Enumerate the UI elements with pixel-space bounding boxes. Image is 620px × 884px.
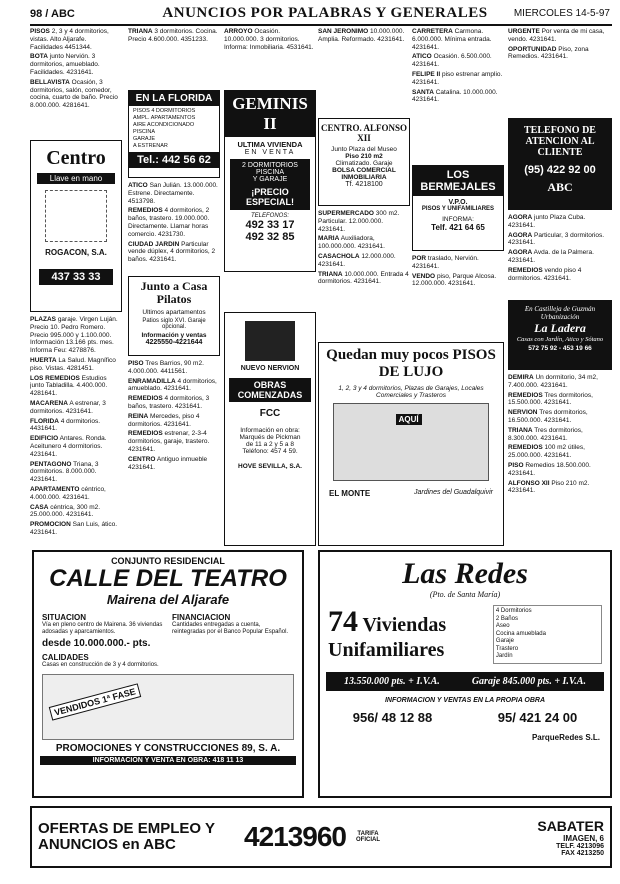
ad-promoter: HOVE SEVILLA, S.A. [238, 463, 302, 470]
ad-brand: ABC [547, 180, 573, 194]
classified-column-1 [30, 28, 120, 138]
ad-line: V.P.O. [448, 199, 468, 206]
ad-section-heading: FINANCIACION [172, 613, 231, 622]
classified-entry: PISO Tres Barrios, 90 m2. 4.000.000. 4411561. [128, 360, 204, 375]
ad-feature: Jardín [495, 653, 513, 659]
classified-entry: REINA Mercedes, piso 4 dormitorios. 4231641. [128, 412, 200, 428]
ad-line: INFORMA: [442, 216, 474, 223]
ad-phone: Teléfono: 457 4 59. [242, 448, 298, 455]
ad-phone: 4213960 [244, 821, 347, 852]
ad-tarifa: TARIFA OFICIAL [356, 831, 381, 843]
classified-entry: HUERTA La Salud. Magnífico piso. Vistas. 4281451. [30, 356, 116, 372]
classified-entry: FLORIDA 4 dormitorios. 4431641. [30, 417, 101, 433]
ad-section-text: Casas en construcción de 3 y 4 dormitorios. [42, 662, 159, 668]
classified-entry: REMEDIOS vendo piso 4 dormitorios. 4231641. [508, 266, 582, 282]
ad-phone: 4225550-4221644 [145, 339, 203, 346]
classified-entry: POR traslado, Nervión. 4231641. [412, 255, 479, 270]
ad-centro-alfonso [318, 118, 410, 206]
ad-kicker: CONJUNTO RESIDENCIAL [111, 556, 225, 566]
ad-sabater: SABATER [537, 817, 604, 834]
ad-feature: Cocina amueblada [495, 630, 546, 637]
classified-entry: URGENTE Por venta de mi casa, vendo. 4231641. [508, 28, 605, 43]
ad-telefono-abc [508, 118, 612, 210]
classified-entry: AGORA Particular, 3 dormitorios. 4231641. [508, 231, 605, 247]
ad-line: Marqués de Pickman [239, 434, 301, 441]
classified-entry: CASACHOLA 12.000.000. 4231641. [318, 252, 396, 268]
classified-column-6c [508, 374, 612, 546]
classified-entry: MARIA Auxiliadora, 100.000.000. 4231641. [318, 235, 385, 251]
ad-info: INFORMACION Y VENTA EN OBRA: 418 11 13 [40, 756, 296, 765]
ad-line: Climatizado. Garaje [335, 160, 393, 167]
classified-column-6 [508, 28, 612, 98]
ad-line: Y GARAJE [252, 176, 288, 183]
ad-subtitle: 1, 2, 3 y 4 dormitorios, Plazas de Garajes, Locales Comerciales y Trasteros [338, 385, 484, 399]
classified-entry: AGORA Avda. de la Palmera. 4231641. [508, 249, 594, 264]
map-label: AQUÍ [396, 414, 422, 425]
ad-title: GEMINIS II [225, 91, 315, 137]
classified-entry: CENTRO Antiguo inmueble 4231641. [128, 455, 208, 471]
ad-line: Ultimos apartamentos [142, 309, 206, 316]
ad-line: INMOBILIARIA [341, 174, 387, 181]
ad-count: 74 [328, 605, 358, 638]
ad-tel: TELF. 4213096 [556, 842, 604, 850]
ad-title: LOS BERMEJALES [413, 166, 503, 196]
classified-entry: PROMOCION San Luis, ático. 4231641. [30, 521, 118, 536]
ad-place: Jardines del Guadalquivir [414, 489, 493, 496]
house-illustration-image [42, 674, 294, 740]
classified-entry: OPORTUNIDAD Piso, zona Remedios. 4231641. [508, 45, 589, 61]
ad-phone: Tel.: 442 56 62 [129, 152, 219, 168]
nervion-logo-icon [245, 321, 295, 361]
ad-line: FCC [259, 408, 281, 419]
ad-line: EN VENTA [244, 149, 296, 156]
ad-line: de 11 a 2 y 5 a 8 [246, 441, 294, 448]
ad-feature: Garaje [495, 638, 514, 644]
classified-entry: CASA céntrica, 300 m2. 25.000.000. 4231641. [30, 503, 101, 519]
classified-entry: TRIANA 3 dormitorios. Cocina. Precio 4.600.000. 4351233. [128, 28, 218, 43]
ad-subtitle: (Pto. de Santa María) [429, 590, 501, 599]
classified-column-2 [128, 28, 218, 86]
ad-subtitle: Llave en mano [37, 173, 115, 184]
ad-phone: (95) 422 92 00 [524, 164, 596, 176]
page-ref: 98 / ABC [30, 8, 75, 20]
ad-name: La Ladera [534, 321, 586, 335]
classified-entry: PISO Remedios 18.500.000. 4231641. [508, 461, 591, 477]
ad-imagen: IMAGEN, 6 [563, 833, 604, 843]
ad-feature: PISCINA [133, 129, 156, 135]
ad-title: Quedan muy pocos PISOS DE LUJO [326, 347, 496, 380]
ad-line: Patios siglo XVI. Garaje opcional. [142, 318, 206, 330]
ad-title: TELEFONO DE ATENCION AL CLIENTE [524, 125, 596, 158]
classified-entry: REMEDIOS Tres dormitorios, 15.500.000. 4231641. [508, 391, 593, 407]
ad-title: Junto a Casa Pilatos [140, 279, 208, 306]
ad-pilatos [128, 276, 220, 356]
ad-phone: 492 32 85 [245, 231, 295, 243]
ad-section-heading: CALIDADES [42, 653, 89, 662]
ad-price: desde 10.000.000.- pts. [42, 638, 151, 649]
ad-line: ULTIMA VIVIENDA [237, 140, 303, 149]
classified-column-1b [30, 316, 122, 556]
ad-promoter: EL MONTE [329, 489, 371, 498]
ad-phone: 572 75 92 - 453 19 66 [528, 345, 592, 352]
site-map-image [333, 403, 489, 481]
classified-entry: VENDO piso, Parque Alcosa. 12.000.000. 4231641. [412, 272, 497, 288]
classified-entry: AGORA junto Plaza Cuba. 4231641. [508, 214, 586, 229]
classified-column-5b [412, 255, 504, 335]
classified-entry: CIUDAD JARDIN Particular vende dúplex, 4 dormitorios, 2 baños. 4231641. [128, 240, 216, 264]
classified-column-4 [318, 28, 410, 86]
ad-title: OFERTAS DE EMPLEO Y ANUNCIOS en ABC [38, 820, 215, 853]
classified-entry: REMEDIOS 4 dormitorios, 2 baños, trastero. 19.000.000. Directamente. Llamar horas comercio. 4231730. [128, 207, 210, 238]
ad-title: CALLE DEL TEATRO [49, 565, 287, 592]
classified-entry: SANTA Catalina. 10.000.000. 4231641. [412, 88, 498, 104]
ad-phone: 95/ 421 24 00 [497, 709, 578, 725]
classified-entry: TRIANA 10.000.000. Entrada 4 dormitorios. 4231641. [318, 270, 409, 286]
ad-info: INFORMACION Y VENTAS EN LA PROPIA OBRA [384, 696, 546, 704]
classified-entry: ATICO San Julián. 13.000.000. Estrene. Directamente. 4513798. [128, 182, 218, 205]
classified-column-6b [508, 214, 612, 294]
ad-fax: FAX 4213250 [561, 849, 604, 857]
ad-phone: Telf. 421 64 65 [431, 223, 485, 232]
ad-price: Garaje 845.000 pts. + I.V.A. [471, 675, 586, 687]
ad-brand: ParqueRedes S.L. [531, 732, 600, 742]
classified-entry: REMEDIOS estrenar, 2-3-4 dormitorios, garaje, trastero. 4231641. [128, 430, 210, 453]
classified-column-4b [318, 210, 410, 340]
classified-entry: TRIANA Tres dormitorios, 8.300.000. 4231641. [508, 426, 583, 442]
classified-entry: CARRETERA Carmona. 6.000.000. Mínima entrada. 4231641. [412, 28, 492, 51]
ad-centro-rogacon [30, 140, 122, 312]
ad-line: ¡PRECIO ESPECIAL! [245, 187, 294, 207]
ad-company: ROGACON, S.A. [45, 248, 107, 257]
ad-title: Las Redes [402, 557, 528, 590]
ad-section-heading: SITUACION [42, 613, 86, 622]
classified-entry: NERVION Tres dormitorios, 16.500.000. 4231641. [508, 409, 588, 424]
page-title: ANUNCIOS POR PALABRAS Y GENERALES [162, 5, 488, 21]
ad-bermejales [412, 165, 504, 251]
ad-feature: Aseo [495, 623, 510, 629]
ad-subtitle: Urbanización [540, 313, 580, 321]
building-icon [45, 190, 107, 242]
classified-entry: APARTAMENTO céntrico, 4.000.000. 4231641. [30, 485, 106, 501]
ad-feature: GARAJE [133, 136, 156, 142]
classified-entry: ENRAMADILLA 4 dormitorios, amueblado. 4231641. [128, 377, 217, 393]
header-rule [30, 24, 612, 26]
classified-column-5 [412, 28, 504, 168]
ad-title: En Castilleja de Guzmán [524, 305, 596, 313]
ad-line: PISOS Y UNIFAMILIARES [421, 206, 495, 212]
ad-price: 13.550.000 pts. + I.V.A. [344, 675, 440, 687]
classified-entry: SUPERMERCADO 300 m2. Particular. 12.000.000. 4231641. [318, 210, 400, 233]
classified-column-3 [224, 28, 314, 86]
ad-brand: NUEVO NERVION [240, 365, 300, 372]
ad-feature: 4 Dormitorios [495, 608, 532, 614]
ad-line: Información y ventas [141, 332, 207, 339]
ad-feature: Trastero [495, 645, 519, 652]
ad-las-redes [318, 550, 612, 798]
ad-banner: VENDIDOS 1ª FASE [49, 683, 141, 720]
ad-calle-del-teatro [32, 550, 304, 798]
page-date: MIERCOLES 14-5-97 [513, 8, 610, 19]
ad-guzman [508, 300, 612, 370]
ad-footer: PROMOCIONES Y CONSTRUCCIONES 89, S. A. [55, 743, 281, 754]
ad-feature: PISOS 4 DORMITORIOS [133, 108, 196, 114]
ad-feature: 2 Baños [495, 615, 518, 622]
ad-section-text: Vía en pleno centro de Mairena. 36 viviendas adosadas y aparcamientos. [42, 622, 163, 635]
ad-phone: 956/ 48 12 88 [352, 709, 433, 725]
ad-pisos-lujo [318, 342, 504, 546]
ad-title: CENTRO. ALFONSO XII [320, 123, 407, 143]
ad-feature: A ESTRENAR [133, 143, 168, 149]
ad-line: Piso 210 m2 [345, 153, 383, 160]
ad-phone: Tf. 4218100 [345, 181, 383, 188]
ad-phone: 492 33 17 [245, 219, 295, 231]
ad-line: 2 DORMITORIOS [242, 162, 298, 169]
classified-entry: SAN JERONIMO 10.000.000. Amplia. Reformado. 4231641. [318, 28, 405, 43]
ad-line: BOLSA COMERCIAL [332, 167, 396, 174]
classified-entry: EDIFICIO Antares. Ronda. Aceitunero 4 dormitorios. 4231641. [30, 435, 107, 458]
ad-line: Información en obra: [240, 427, 300, 434]
ad-geminis [224, 90, 316, 272]
ad-florida [128, 90, 220, 178]
classified-entry: REMEDIOS 4 dormitorios, 3 baños, trastero. 4231641. [128, 395, 210, 410]
classified-entry: ALFONSO XII Piso 210 m2. 4231641. [508, 479, 590, 495]
ad-place: Mairena del Aljarafe [106, 592, 230, 607]
classified-entry: MACARENA A estrenar, 3 dormitorios. 4231641. [30, 399, 106, 415]
classified-entry: BELLAVISTA Ocasión, 3 dormitorios, salón, comedor, cocina, cuarto de baño. Precio 8.000.000. 4281641. [30, 78, 118, 110]
classified-entry: FELIPE II piso estrenar amplio. 4231641. [412, 70, 503, 86]
ad-title2: Viviendas Unifamiliares [328, 614, 447, 661]
classified-column-2b [128, 182, 220, 272]
ad-feature: AMPL. APARTAMENTOS [133, 115, 196, 121]
ad-line: OBRAS COMENZADAS [229, 378, 311, 402]
ad-phone-label: TELEFONOS: [250, 213, 289, 219]
classified-entry: PISOS 2, 3 y 4 dormitorios, vistas. Alto Aljarafe. Facilidades 4451344. [30, 28, 109, 51]
ad-section-text: Cantidades entregadas a cuenta, reintegradas por el Banco Popular Español. [172, 622, 289, 635]
classified-entry: LOS REMEDIOS Estudios junto Tabladilla. 4.400.000. 4281641. [30, 374, 108, 398]
classified-column-2c [128, 360, 220, 550]
ad-title: EN LA FLORIDA [129, 91, 219, 106]
classified-entry: ARROYO Ocasión. 10.000.000. 3 dormitorios. Informa: Inmobiliaria. 4531641. [224, 28, 314, 51]
ad-ofertas-empleo [30, 806, 612, 868]
ad-line: Casas con Jardín, Atico y Sótano [516, 336, 604, 343]
ad-title: Centro [46, 147, 106, 169]
ad-phone: 437 33 33 [39, 269, 113, 285]
ad-feature: AIRE ACONDICIONADO [133, 122, 195, 128]
classified-entry: BOTA junto Nervión. 3 dormitorios, amueblado. Facilidades. 4231641. [30, 53, 100, 76]
ad-line: Junto Plaza del Museo [331, 146, 397, 153]
ad-line: PISCINA [255, 169, 284, 176]
classified-entry: REMEDIOS 100 m2 útiles, 25.000.000. 4231641. [508, 444, 585, 460]
classified-entry: DEMIRA Un dormitorio, 34 m2, 7.400.000. 4231641. [508, 374, 598, 389]
classified-entry: ATICO Ocasión. 6.500.000. 4231641. [412, 53, 492, 69]
classified-entry: PLAZAS garaje. Virgen Luján. Precio 10. Pedro Romero. Precio 995.000 y 1.100.000. Información 13.166 pts. mes. Informa Feu: 4278876. [30, 316, 118, 355]
classified-entry: PENTAGONO Triana, 3 dormitorios. 8.000.000. 4231641. [30, 460, 99, 484]
ad-nuevo-nervion [224, 312, 316, 546]
